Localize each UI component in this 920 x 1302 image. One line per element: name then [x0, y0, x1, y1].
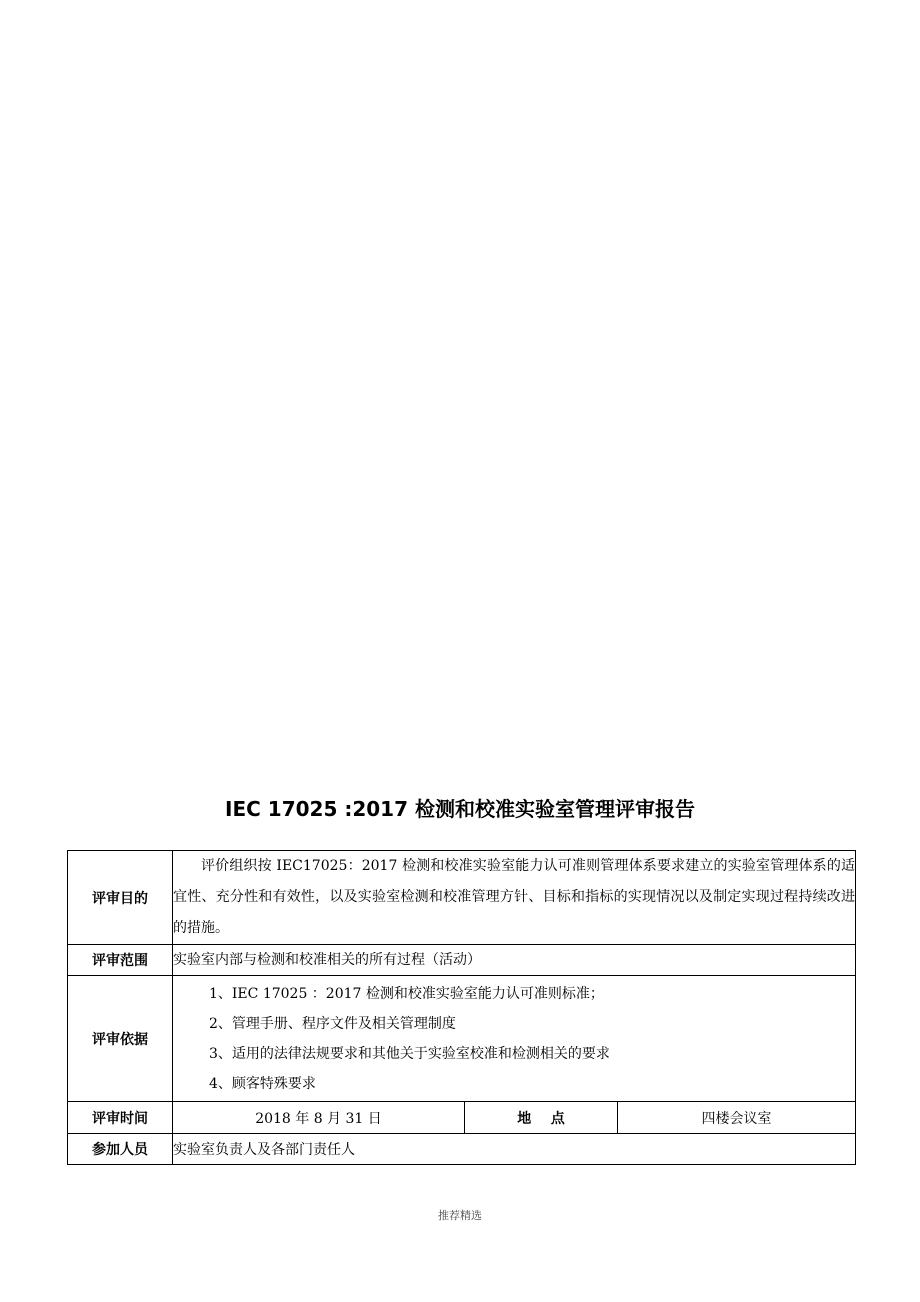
label-scope: 评审范围 [68, 945, 173, 976]
label-time: 评审时间 [68, 1102, 173, 1134]
value-scope: 实验室内部与检测和校准相关的所有过程（活动） [173, 945, 856, 976]
basis-item: 3、适用的法律法规要求和其他关于实验室校准和检测相关的要求 [209, 1045, 610, 1062]
basis-item: 4、顾客特殊要求 [209, 1075, 316, 1092]
row-time [68, 1102, 856, 1134]
label-purpose: 评审目的 [68, 851, 173, 945]
label-location: 地 点 [465, 1102, 618, 1134]
row-scope [68, 945, 856, 976]
review-info-table [67, 850, 856, 1165]
value-purpose: 评价组织按 IEC17025：2017 检测和校准实验室能力认可准则管理体系要求建立的实验室管理体系的适宜性、充分性和有效性，以及实验室检测和校准管理方针、目标和指标的实现情况以及制定实现过程持续改进的措施。 [173, 851, 856, 945]
value-time: 2018 年 8 月 31 日 [173, 1102, 465, 1134]
basis-item: 1、IEC 17025 ：2017 检测和校准实验室能力认可准则标准； [209, 985, 604, 1002]
row-basis [68, 976, 856, 1102]
report-title: IEC 17025 :2017 检测和校准实验室管理评审报告 [225, 797, 695, 821]
value-basis [173, 976, 856, 1102]
page-footer: 推荐精选 [438, 1209, 482, 1222]
label-basis: 评审依据 [68, 976, 173, 1102]
row-participants [68, 1134, 856, 1165]
value-participants: 实验室负责人及各部门责任人 [173, 1134, 856, 1165]
row-purpose [68, 851, 856, 945]
basis-item: 2、管理手册、程序文件及相关管理制度 [209, 1015, 456, 1032]
value-location: 四楼会议室 [618, 1102, 856, 1134]
label-participants: 参加人员 [68, 1134, 173, 1165]
